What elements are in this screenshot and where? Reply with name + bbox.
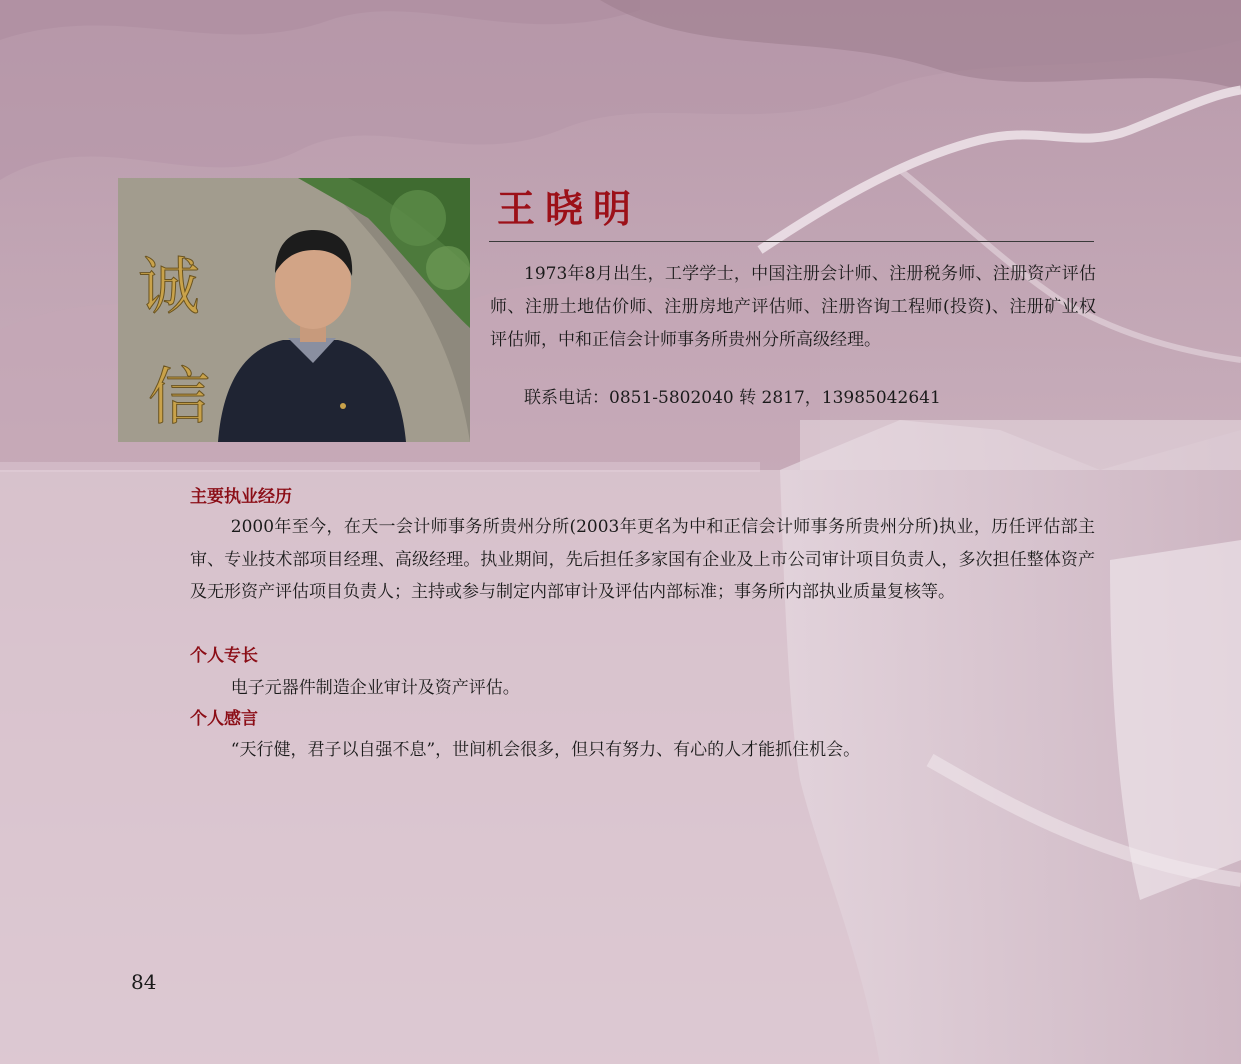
page-number: 84 — [131, 970, 157, 994]
motto-heading: 个人感言 — [190, 709, 258, 729]
contact-line — [490, 382, 1096, 415]
carving-character-1: 诚 — [138, 250, 201, 323]
contact-phone: 0851-5802040 转 2817，13985042641 — [609, 388, 941, 408]
experience-heading: 主要执业经历 — [190, 487, 292, 507]
bio-paragraph: 1973年8月出生，工学学士，中国注册会计师、注册税务师、注册资产评估师、注册土地估价师、注册房地产评估师、注册咨询工程师(投资)、注册矿业权评估师，中和正信会计师事务所贵州分所高级经理。 — [490, 264, 1096, 350]
contact-label: 联系电话： — [524, 388, 609, 408]
specialty-paragraph: 电子元器件制造企业审计及资产评估。 — [230, 678, 520, 698]
person-name: 王晓明 — [497, 186, 642, 231]
title-divider — [489, 241, 1094, 242]
specialty-heading: 个人专长 — [190, 646, 258, 666]
motto-paragraph: “天行健，君子以自强不息”，世间机会很多，但只有努力、有心的人才能抓住机会。 — [230, 740, 861, 760]
portrait-photo — [118, 178, 470, 442]
carving-character-2: 信 — [148, 360, 211, 433]
experience-paragraph: 2000年至今，在天一会计师事务所贵州分所(2003年更名为中和正信会计师事务所贵州分所)执业，历任评估部主审、专业技术部项目经理、高级经理。执业期间，先后担任多家国有企业及上市公司审计项目负责人，多次担任整体资产及无形资产评估项目负责人；主持或参与制定内部审计及评估内部标准；事务所内部执业质量复核等。 — [190, 517, 1095, 602]
